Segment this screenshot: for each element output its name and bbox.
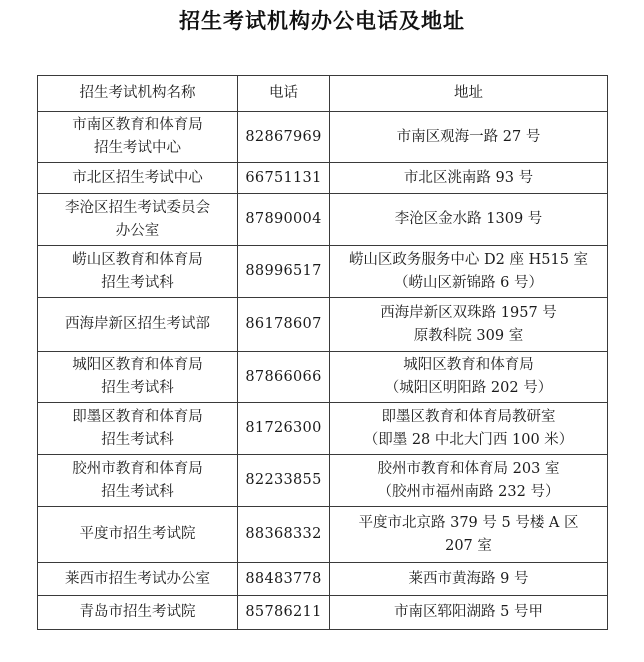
org-name-line: 办公室 — [115, 222, 160, 239]
address-line: 即墨区教育和体育局教研室 — [381, 408, 556, 425]
address-line: （崂山区新锦路 6 号） — [394, 274, 543, 291]
address-line: 207 室 — [445, 537, 492, 554]
address-line: 西海岸新区双珠路 1957 号 — [380, 304, 557, 321]
org-name-line: 李沧区招生考试委员会 — [65, 199, 210, 216]
header-address: 地址 — [330, 76, 608, 112]
table-row — [38, 246, 608, 298]
address-line: 市北区洮南路 93 号 — [403, 169, 534, 186]
phone-cell: 82233855 — [238, 455, 330, 507]
address-cell — [330, 507, 608, 563]
address-line: （城阳区明阳路 202 号） — [384, 380, 553, 396]
phone-cell: 85786211 — [238, 596, 330, 630]
address-line: 市南区观海一路 27 号 — [396, 128, 541, 145]
address-cell — [330, 163, 608, 194]
address-cell — [330, 298, 608, 352]
org-name-cell — [38, 403, 238, 455]
table-row — [38, 194, 608, 246]
org-name-line: 招生考试科 — [101, 380, 174, 396]
table-row — [38, 298, 608, 352]
table-row — [38, 112, 608, 163]
address-cell — [330, 455, 608, 507]
table-row — [38, 563, 608, 596]
table-row — [38, 163, 608, 194]
address-line: 原教科院 309 室 — [413, 327, 524, 344]
address-line: 城阳区教育和体育局 — [403, 357, 534, 373]
address-cell — [330, 563, 608, 596]
org-name-line: 崂山区教育和体育局 — [72, 251, 203, 268]
address-line: （胶州市福州南路 232 号） — [377, 483, 560, 500]
address-line: （即墨 28 中北大门西 100 米） — [363, 431, 574, 448]
contacts-table — [37, 75, 608, 630]
header-name: 招生考试机构名称 — [38, 76, 238, 112]
org-name-line: 青岛市招生考试院 — [79, 604, 196, 620]
org-name-line: 莱西市招生考试办公室 — [65, 570, 210, 587]
table-row — [38, 403, 608, 455]
phone-cell: 88368332 — [238, 507, 330, 563]
org-name-cell — [38, 112, 238, 163]
org-name-cell — [38, 455, 238, 507]
table-header-row — [38, 76, 608, 112]
org-name-line: 市北区招生考试中心 — [72, 169, 203, 186]
org-name-line: 即墨区教育和体育局 — [72, 408, 203, 425]
address-line: 莱西市黄海路 9 号 — [408, 570, 529, 587]
address-cell — [330, 352, 608, 403]
org-name-line: 城阳区教育和体育局 — [72, 357, 203, 373]
address-cell — [330, 403, 608, 455]
phone-cell: 86178607 — [238, 298, 330, 352]
org-name-cell — [38, 563, 238, 596]
org-name-cell — [38, 507, 238, 563]
table-row — [38, 596, 608, 630]
org-name-cell — [38, 352, 238, 403]
address-line: 李沧区金水路 1309 号 — [394, 211, 543, 227]
org-name-cell — [38, 298, 238, 352]
phone-cell: 88996517 — [238, 246, 330, 298]
org-name-cell — [38, 163, 238, 194]
org-name-line: 招生考试科 — [101, 483, 174, 500]
org-name-cell — [38, 246, 238, 298]
org-name-cell — [38, 194, 238, 246]
phone-cell: 87890004 — [238, 194, 330, 246]
org-name-line: 招生考试科 — [101, 274, 174, 291]
org-name-line: 招生考试科 — [101, 431, 174, 448]
phone-cell: 82867969 — [238, 112, 330, 163]
table-row — [38, 507, 608, 563]
address-cell — [330, 112, 608, 163]
address-line: 崂山区政务服务中心 D2 座 H515 室 — [348, 251, 589, 268]
address-line: 市南区郓阳湖路 5 号甲 — [394, 604, 543, 620]
address-line: 平度市北京路 379 号 5 号楼 A 区 — [358, 514, 579, 531]
org-name-line: 招生考试中心 — [94, 140, 181, 156]
org-name-line: 市南区教育和体育局 — [72, 117, 203, 133]
phone-cell: 87866066 — [238, 352, 330, 403]
phone-cell: 88483778 — [238, 563, 330, 596]
table-row — [38, 455, 608, 507]
phone-cell: 66751131 — [238, 163, 330, 194]
org-name-cell — [38, 596, 238, 630]
address-line: 胶州市教育和体育局 203 室 — [377, 460, 560, 477]
org-name-line: 平度市招生考试院 — [79, 526, 196, 542]
table-row — [38, 352, 608, 403]
address-cell — [330, 194, 608, 246]
page-title: 招生考试机构办公电话及地址 — [179, 9, 465, 33]
address-cell — [330, 596, 608, 630]
header-phone: 电话 — [238, 76, 330, 112]
phone-cell: 81726300 — [238, 403, 330, 455]
org-name-line: 胶州市教育和体育局 — [72, 460, 203, 477]
address-cell — [330, 246, 608, 298]
org-name-line: 西海岸新区招生考试部 — [65, 316, 210, 332]
